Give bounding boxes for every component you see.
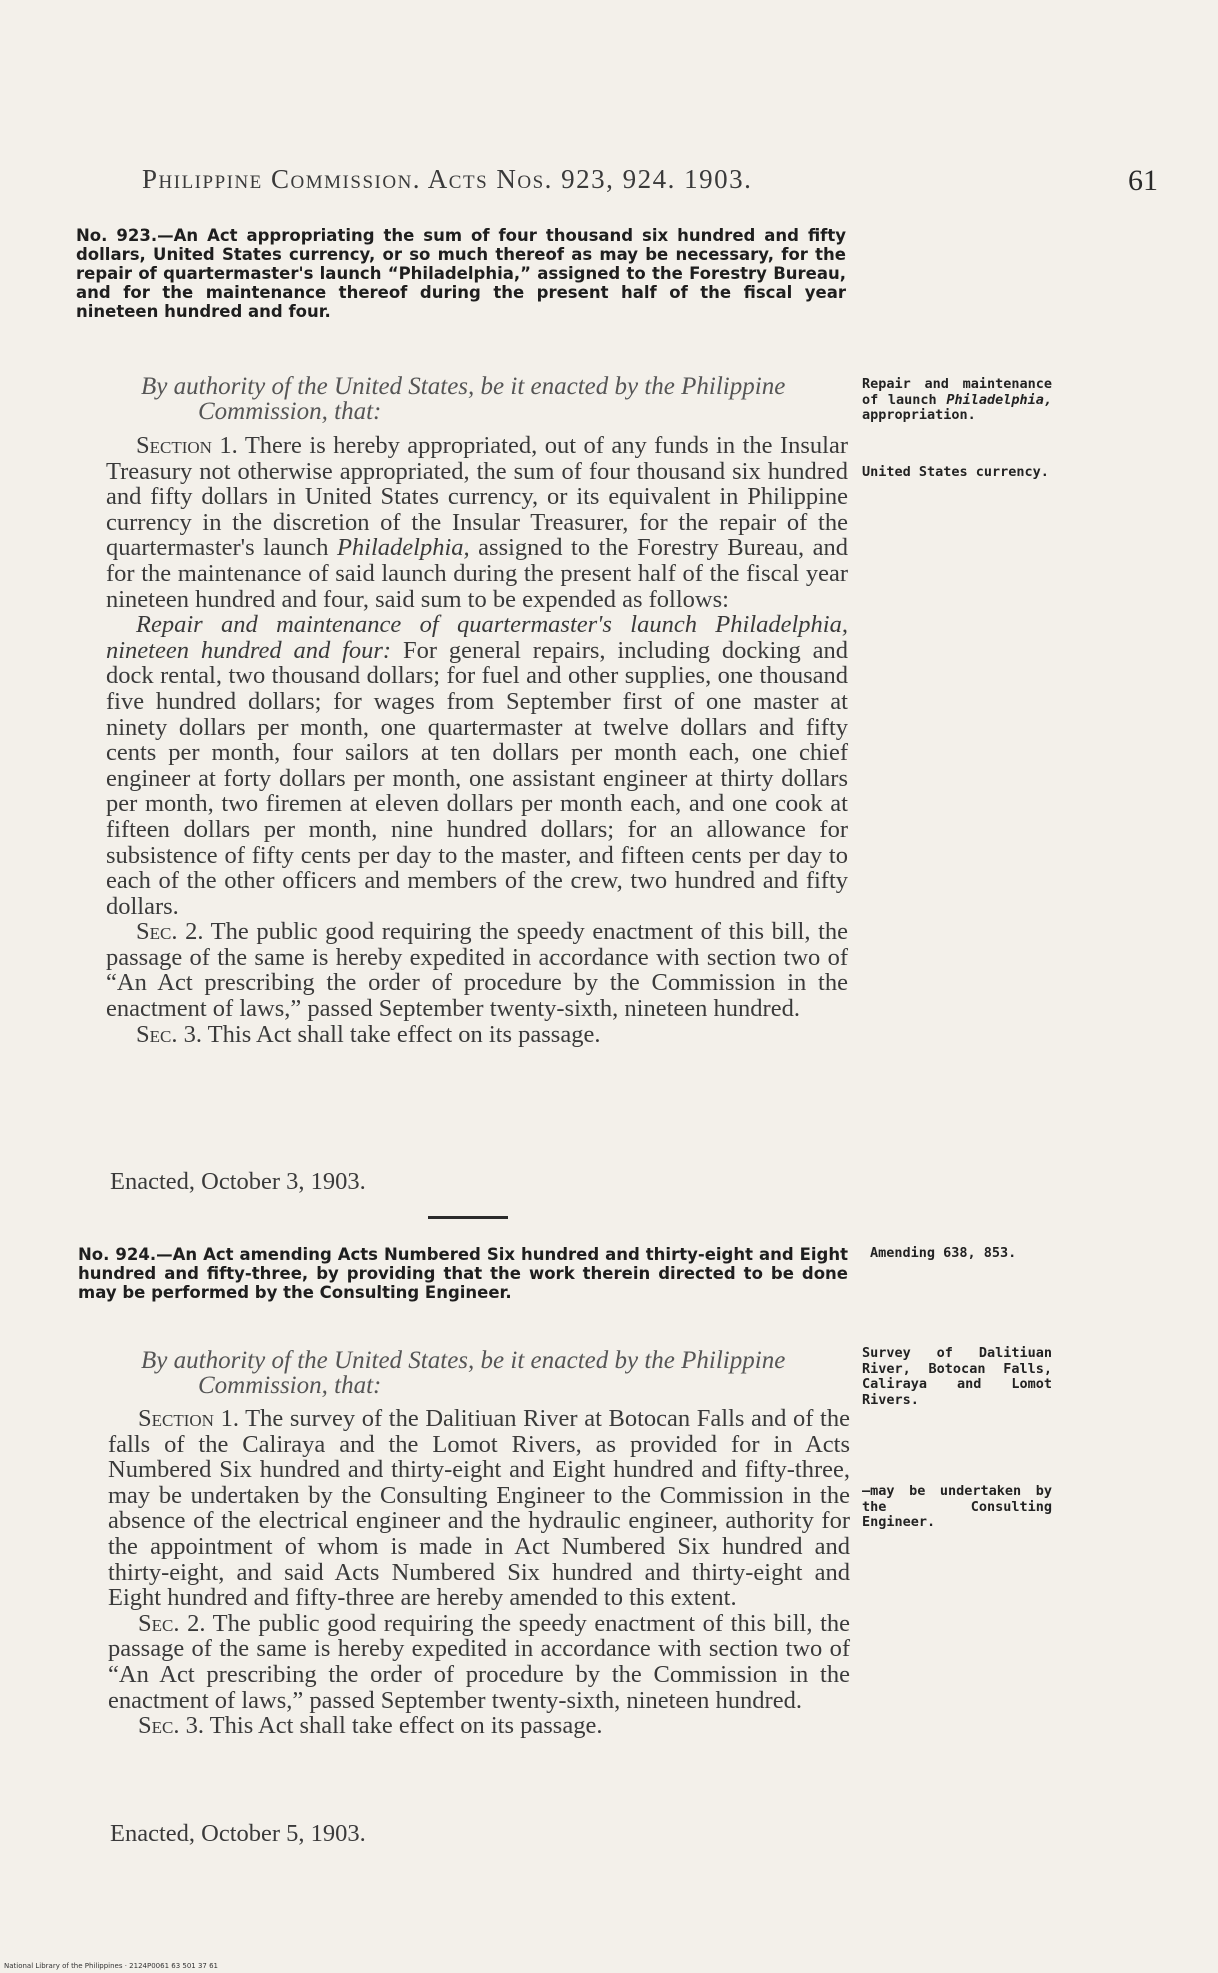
act-924-title-text: —An Act amending Acts Numbered Six hundred and thirty-eight and Eight hundred and fifty-three, by providing that the work therein directed to be done may be performed by the Consulting Engineer. [78, 1245, 848, 1302]
act-923-preamble [141, 374, 861, 424]
act-924-title [78, 1245, 848, 1302]
act-923-section-1: Section 1. There is hereby appropriated, out of any funds in the Insular Treasury not otherwise appropriated, the sum of four thousand six hundred and fifty dollars in United States currency, or its equivalent in Philippine currency in the discretion of the Insular Treasurer, for the repair of the quartermaster's launch Philadelphia, assigned to the Forestry Bureau, and for the maintenance of said launch during the present half of the fiscal year nineteen hundred and four, said sum to be expended as follows: [106, 432, 849, 613]
running-head: Philippine Commission. Acts Nos. 923, 924. 1903. [142, 164, 753, 194]
act-924-section-1: Section 1. The survey of the Dalitiuan River at Botocan Falls and of the falls of the Caliraya and the Lomot Rivers, as provided for in Acts Numbered Six hundred and thirty-eight and Eight hundred and fifty-three, may be undertaken by the Consulting Engineer to the Commission in the absence of the electrical engineer and the hydraulic engineer, authority for the appointment of whom is made in Act Numbered Six hundred and thirty-eight, and said Acts Numbered Six hundred and thirty-eight and Eight hundred and fifty-three are hereby amended to this extent. [108, 1405, 850, 1612]
act-923-number: No. 923. [76, 226, 158, 245]
act-924-sidenote-amending: Amending 638, 853. [870, 1245, 1017, 1261]
footer-stamp: National Library of the Philippines · 2124P0061 63 501 37 61 [4, 1962, 219, 1970]
act-924-number: No. 924. [78, 1245, 157, 1264]
act-924-preamble-line2: Commission, that: [198, 1372, 382, 1399]
act-923-appropriation-items: Repair and maintenance of quartermaster's launch Philadelphia, nineteen hundred and four: For general repairs, including docking and dock rental, two thousand dollars; for fuel and other supplies, one thousand five hundred dollars; for wages from September first of one master at ninety dollars per month, one quartermaster at twelve dollars and fifty cents per month, four sailors at ten dollars per month each, one chief engineer at forty dollars per month, one assistant engineer at thirty dollars per month, two firemen at eleven dollars per month each, and one cook at fifteen dollars per month, nine hundred dollars; for an allowance for subsistence of fifty cents per day to the master, and fifteen cents per day to each of the other officers and members of the crew, two hundred and fifty dollars. [106, 611, 848, 920]
act-924-sidenote-survey: Survey of Dalitiuan River, Botocan Falls, Caliraya and Lomot Rivers. [862, 1345, 1052, 1408]
act-924-preamble-line1: By authority of the United States, be it enacted by the Philippine [141, 1347, 786, 1374]
act-923-body [106, 433, 848, 1047]
act-924-enacted: Enacted, October 5, 1903. [110, 1820, 366, 1847]
vessel-name: Philadelphia, [336, 534, 470, 562]
act-923-preamble-line2: Commission, that: [198, 398, 382, 425]
act-923-title [76, 226, 846, 321]
section-label: Section 1. [138, 1405, 239, 1432]
section-label: Section 1. [136, 432, 238, 459]
act-923-title-text: —An Act appropriating the sum of four thousand six hundred and fifty dollars, United States currency, or so much thereof as may be necessary, for the repair of quartermaster's launch “Philadelphia,” assigned to the Forestry Bureau, and for the maintenance thereof during the present half of the fiscal year nineteen hundred and four. [76, 226, 846, 321]
act-923-preamble-line1: By authority of the United States, be it enacted by the Philippine [141, 373, 786, 400]
section-label: Sec. 3. [138, 1712, 204, 1740]
act-923-sidenote-repair: Repair and maintenance of launch Philadelphia, appropriation. [862, 376, 1052, 423]
act-924-preamble [141, 1348, 861, 1398]
act-923-section-3: Sec. 3. This Act shall take effect on its passage. [136, 1020, 601, 1048]
section-label: Sec. 2. [136, 918, 204, 946]
act-924-section-2: Sec. 2. The public good requiring the speedy enactment of this bill, the passage of the same is hereby expedited in accordance with section two of “An Act prescribing the order of procedure by the Commission in the enactment of laws,” passed September twenty-sixth, nineteen hundred. [108, 1609, 850, 1714]
act-924-body [108, 1406, 850, 1739]
section-label: Sec. 3. [136, 1020, 202, 1048]
act-924-section-3: Sec. 3. This Act shall take effect on its passage. [138, 1712, 603, 1740]
act-924-sidenote-consulting: —may be undertaken by the Consulting Engineer. [862, 1483, 1052, 1530]
page-number: 61 [1128, 164, 1158, 197]
act-923-sidenote-currency: United States currency. [862, 464, 1049, 480]
section-label: Sec. 2. [138, 1609, 206, 1637]
act-923-enacted: Enacted, October 3, 1903. [110, 1168, 366, 1195]
item-heading: Repair and maintenance of quartermaster's launch Philadelphia, nineteen hundred and four: [106, 611, 848, 664]
section-divider [428, 1216, 508, 1219]
act-923-section-2: Sec. 2. The public good requiring the speedy enactment of this bill, the passage of the same is hereby expedited in accordance with section two of “An Act prescribing the order of procedure by the Commission in the enactment of laws,” passed September twenty-sixth, nineteen hundred. [106, 918, 848, 1023]
